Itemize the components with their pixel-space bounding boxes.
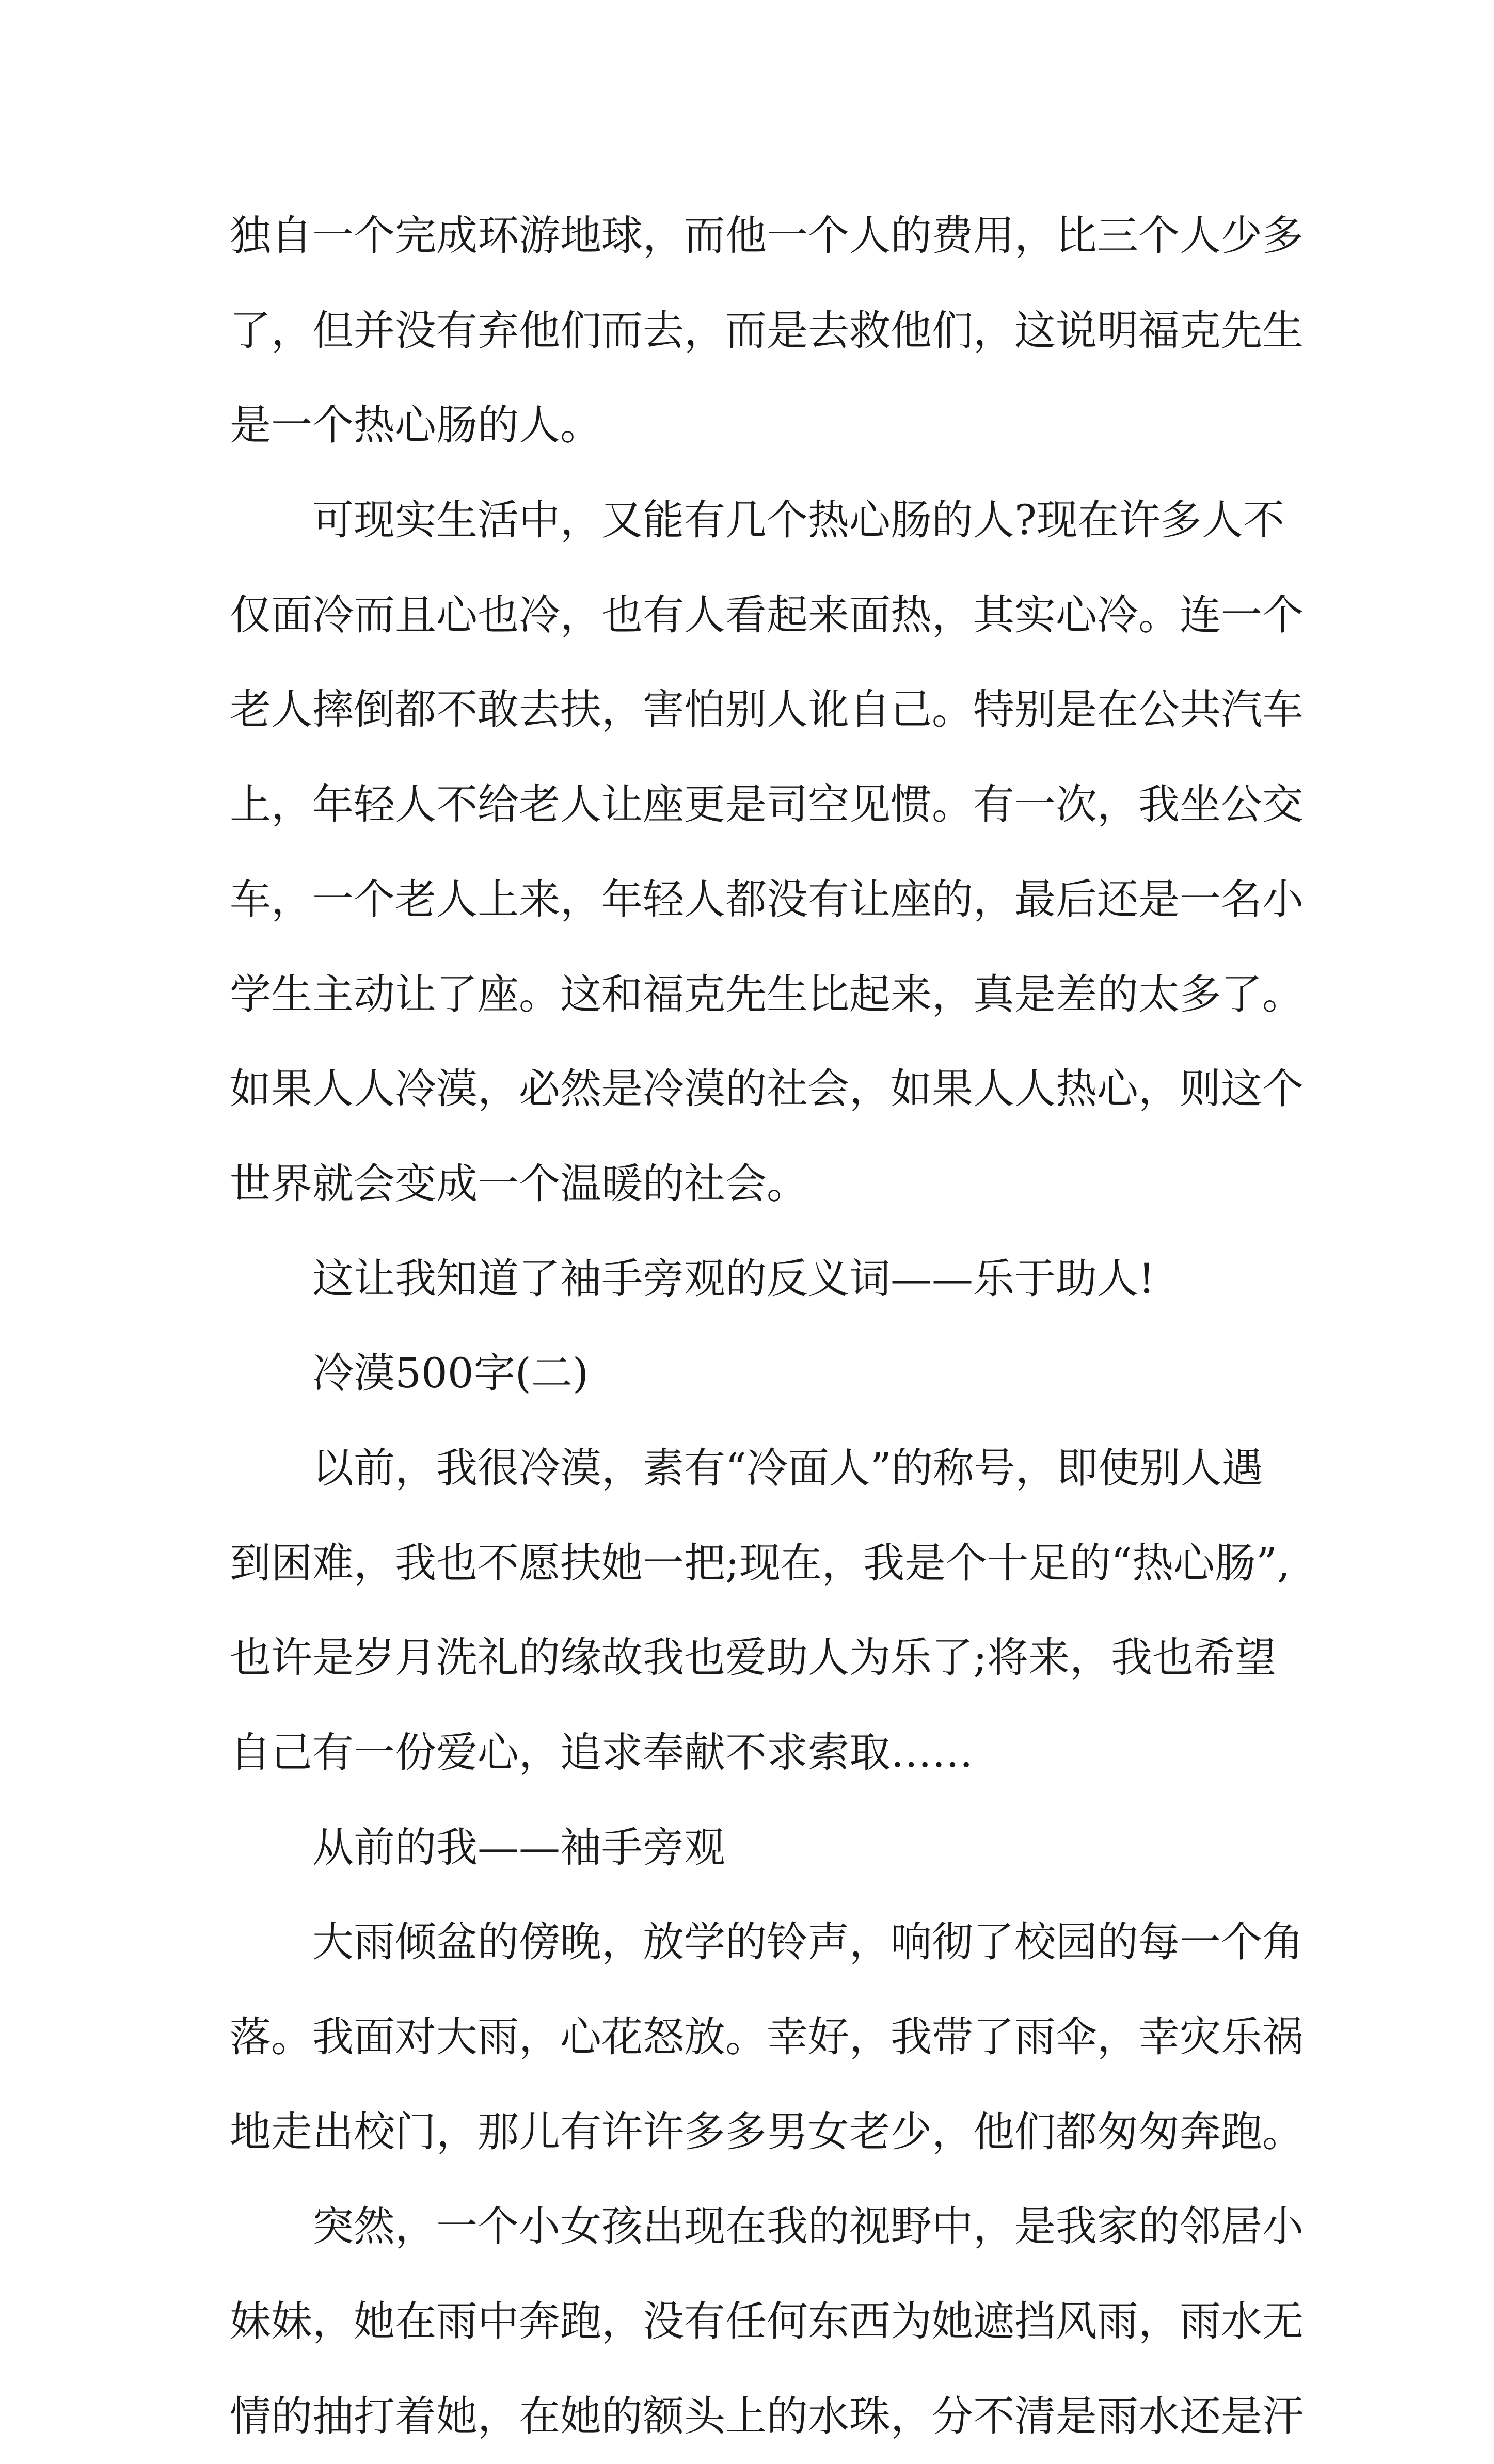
- text-line: 车，一个老人上来，年轻人都没有让座的，最后还是一名小: [230, 875, 1304, 923]
- text-line: 地走出校门，那儿有许许多多男女老少，他们都匆匆奔跑。: [230, 2107, 1304, 2156]
- text-line: 了，但并没有弃他们而去，而是去救他们，这说明福克先生: [230, 306, 1304, 355]
- text-line: 如果人人冷漠，必然是冷漠的社会，如果人人热心，则这个: [230, 1065, 1304, 1113]
- section-heading: 从前的我——袖手旁观: [312, 1823, 725, 1871]
- text-line: 上，年轻人不给老人让座更是司空见惯。有一次，我坐公交: [230, 780, 1304, 829]
- text-line: 大雨倾盆的傍晚，放学的铃声，响彻了校园的每一个角: [312, 1918, 1304, 1966]
- text-line: 独自一个完成环游地球，而他一个人的费用，比三个人少多: [230, 212, 1304, 260]
- text-line: 学生主动让了座。这和福克先生比起来，真是差的太多了。: [230, 970, 1304, 1018]
- text-line: 以前，我很冷漠，素有“冷面人”的称号，即使别人遇: [312, 1444, 1263, 1492]
- text-line: 情的抽打着她，在她的额头上的水珠，分不清是雨水还是汗: [230, 2392, 1304, 2440]
- text-line: 落。我面对大雨，心花怒放。幸好，我带了雨伞，幸灾乐祸: [230, 2013, 1304, 2061]
- text-line: 自己有一份爱心，追求奉献不求索取……: [230, 1729, 973, 1777]
- text-line: 到困难，我也不愿扶她一把;现在，我是个十足的“热心肠”,: [230, 1539, 1291, 1587]
- text-line: 也许是岁月洗礼的缘故我也爱助人为乐了;将来，我也希望: [230, 1634, 1276, 1682]
- text-line: 老人摔倒都不敢去扶，害怕别人讹自己。特别是在公共汽车: [230, 685, 1304, 734]
- body-text: [230, 188, 1314, 2464]
- text-line: 可现实生活中，又能有几个热心肠的人?现在许多人不: [312, 496, 1284, 545]
- text-line: 这让我知道了袖手旁观的反义词——乐于助人!: [312, 1254, 1155, 1303]
- text-line: 妹妹，她在雨中奔跑，没有任何东西为她遮挡风雨，雨水无: [230, 2297, 1304, 2346]
- text-line: 是一个热心肠的人。: [230, 401, 601, 450]
- text-line: 突然，一个小女孩出现在我的视野中，是我家的邻居小: [312, 2202, 1304, 2251]
- text-line: 世界就会变成一个温暖的社会。: [230, 1159, 808, 1208]
- text-line: 仅面冷而且心也冷，也有人看起来面热，其实心冷。连一个: [230, 590, 1304, 639]
- section-heading: 冷漠500字(二): [312, 1349, 589, 1398]
